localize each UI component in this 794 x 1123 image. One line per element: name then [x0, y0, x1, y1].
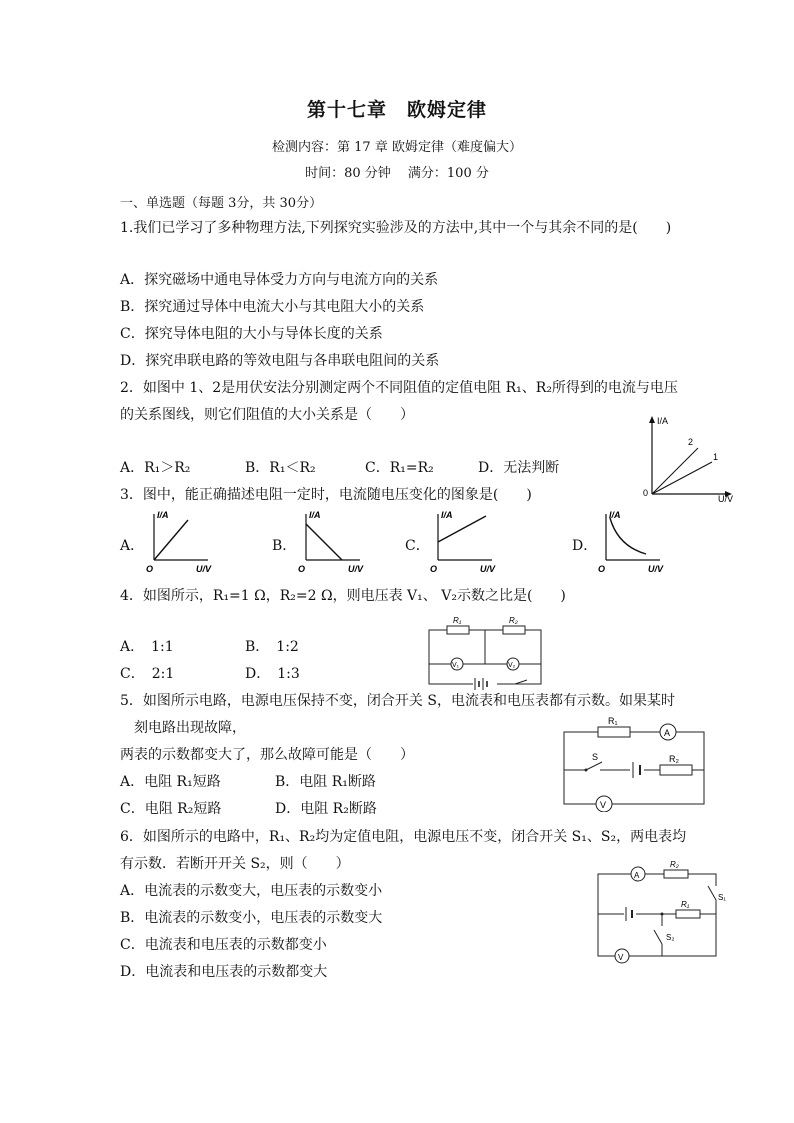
- graph-b-line: [306, 524, 342, 560]
- q6-option-d: D．电流表和电压表的示数都变大: [120, 964, 328, 980]
- q5-option-c: C．电阻 R₂短路: [120, 801, 222, 817]
- svg-text:U/V: U/V: [480, 564, 496, 574]
- q5-circuit-diagram: [556, 712, 718, 812]
- svg-text:V₁: V₁: [452, 662, 460, 669]
- q3-graph-a: [144, 506, 216, 576]
- svg-text:R₁: R₁: [608, 716, 618, 726]
- q3-graph-c: [428, 506, 500, 576]
- line-1-label: 1: [713, 452, 719, 462]
- question-5-stem-line1: 5．如图所示电路，电源电压保持不变，闭合开关 S，电流表和电压表都有示数。如果某时: [120, 693, 675, 709]
- q2-iu-graph: [636, 410, 736, 502]
- y-axis-label: I/A: [657, 416, 669, 426]
- q1-option-d: D．探究串联电路的等效电阻与各串联电阻间的关系: [120, 353, 440, 369]
- q6-circuit-diagram: [590, 856, 730, 968]
- resistor-r2: [664, 870, 688, 878]
- svg-text:A: A: [664, 728, 671, 738]
- svg-text:S₂: S₂: [666, 933, 675, 942]
- graph-d-curve: [610, 518, 646, 554]
- svg-text:V: V: [600, 800, 607, 810]
- q4-option-d: D． 1:3: [245, 666, 300, 682]
- q4-option-c: C． 2:1: [120, 666, 175, 682]
- q6-option-c: C．电流表和电压表的示数都变小: [120, 937, 327, 953]
- question-2-stem-line1: 2．如图中 1、2是用伏安法分别测定两个不同阻值的定值电阻 R₁、R₂所得到的电流与电压: [120, 380, 678, 396]
- resistor-r2: [503, 626, 525, 634]
- resistor-r1: [598, 727, 630, 737]
- y-axis-arrow: [649, 416, 655, 423]
- svg-text:R₁: R₁: [453, 616, 462, 625]
- question-6-stem-line1: 6．如图所示的电路中，R₁、R₂均为定值电阻，电源电压不变，闭合开关 S₁、S₂，两电表均: [120, 829, 687, 845]
- svg-text:R₂: R₂: [670, 860, 679, 869]
- graph-line-1: [652, 462, 712, 494]
- q3-graph-b: [296, 506, 368, 576]
- svg-text:S₁: S₁: [718, 893, 727, 902]
- svg-text:A: A: [634, 871, 640, 880]
- svg-text:U/V: U/V: [648, 564, 664, 574]
- svg-text:O: O: [598, 564, 606, 574]
- question-5-stem-line2: 刻电路出现故障，: [120, 720, 246, 736]
- svg-text:U/V: U/V: [348, 564, 364, 574]
- q3-option-c-label: C．: [405, 538, 430, 554]
- q4-circuit-diagram: [423, 612, 548, 692]
- q1-option-c: C．探究导体电阻的大小与导体长度的关系: [120, 326, 383, 342]
- q4-option-b: B． 1:2: [245, 639, 299, 655]
- graph-line-2: [652, 448, 698, 494]
- q2-option-d: D．无法判断: [478, 460, 560, 476]
- q5-option-b: B．电阻 R₁断路: [275, 774, 376, 790]
- svg-text:V₂: V₂: [508, 662, 516, 669]
- q4-option-a: A． 1:1: [120, 639, 174, 655]
- x-axis-label: U/V: [718, 494, 734, 502]
- q2-option-a: A．R₁＞R₂: [120, 460, 191, 476]
- svg-text:V: V: [618, 953, 624, 962]
- svg-text:R₂: R₂: [669, 754, 679, 764]
- resistor-r1: [676, 910, 700, 918]
- q1-option-a: A．探究磁场中通电导体受力方向与电流方向的关系: [120, 272, 439, 288]
- q1-option-b: B．探究通过导体中电流大小与其电阻大小的关系: [120, 299, 425, 315]
- svg-text:I/A: I/A: [609, 510, 621, 520]
- graph-a-line: [154, 520, 188, 560]
- q2-option-c: C．R₁=R₂: [365, 460, 434, 476]
- question-5-stem-line3: 两表的示数都变大了，那么故障可能是（ ）: [120, 747, 414, 763]
- svg-text:I/A: I/A: [441, 510, 453, 520]
- svg-text:R₂: R₂: [509, 616, 518, 625]
- origin-label: 0: [643, 488, 649, 498]
- question-1-stem: 1.我们已学习了多种物理方法,下列探究实验涉及的方法中,其中一个与其余不同的是( ): [120, 220, 672, 236]
- q3-graph-d: [596, 506, 668, 576]
- q6-option-b: B．电流表的示数变小，电压表的示数变大: [120, 910, 383, 926]
- resistor-r1: [447, 626, 469, 634]
- svg-text:O: O: [146, 564, 154, 574]
- q2-option-b: B．R₁＜R₂: [245, 460, 316, 476]
- time-and-score: 时间：80 分钟 满分：100 分: [305, 166, 489, 181]
- q3-option-a-label: A．: [120, 538, 145, 554]
- question-4-stem: 4．如图所示，R₁=1 Ω，R₂=2 Ω，则电压表 V₁、 V₂示数之比是( ): [120, 588, 566, 604]
- q3-option-b-label: B．: [272, 538, 297, 554]
- svg-text:I/A: I/A: [309, 510, 321, 520]
- q3-option-d-label: D．: [572, 538, 598, 554]
- q6-option-a: A．电流表的示数变大，电压表的示数变小: [120, 883, 383, 899]
- svg-text:U/V: U/V: [196, 564, 212, 574]
- line-2-label: 2: [688, 437, 694, 447]
- svg-text:I/A: I/A: [157, 510, 169, 520]
- question-2-stem-line2: 的关系图线，则它们阻值的大小关系是（ ）: [120, 407, 414, 423]
- page-title: 第十七章 欧姆定律: [306, 99, 487, 121]
- switch-icon: [515, 680, 527, 684]
- question-3-stem: 3．图中，能正确描述电阻一定时，电流随电压变化的图象是( ): [120, 487, 532, 503]
- q5-option-d: D．电阻 R₂断路: [275, 801, 377, 817]
- section-heading: 一、单选题（每题 3分，共 30分）: [120, 196, 323, 211]
- q5-option-a: A．电阻 R₁短路: [120, 774, 221, 790]
- svg-text:O: O: [298, 564, 306, 574]
- resistor-r2: [660, 765, 692, 775]
- svg-text:S: S: [592, 752, 599, 762]
- question-6-stem-line2: 有示数．若断开开关 S₂，则（ ）: [120, 856, 350, 872]
- svg-text:R₁: R₁: [681, 900, 690, 909]
- test-scope: 检测内容：第 17 章 欧姆定律（难度偏大）: [272, 140, 522, 155]
- svg-text:O: O: [430, 564, 438, 574]
